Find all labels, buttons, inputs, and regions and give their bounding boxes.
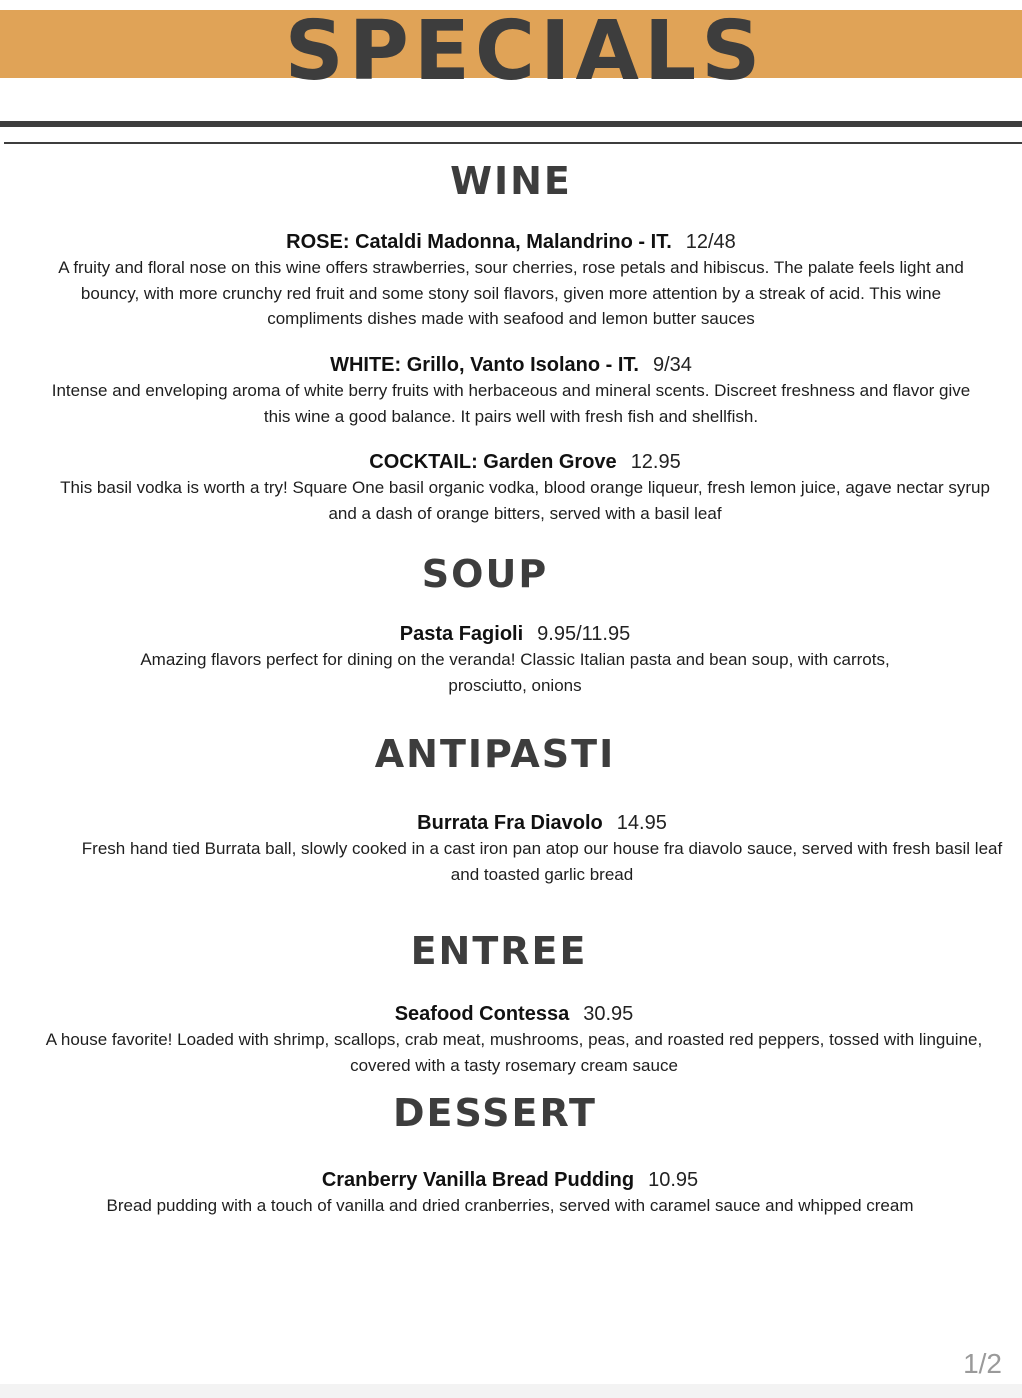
item-price: 12/48 <box>685 231 736 253</box>
item-description: A house favorite! Loaded with shrimp, scallops, crab meat, mushrooms, peas, and roasted red peppers, tossed with linguine, covered with a tasty rosemary cream sauce <box>45 1030 983 1075</box>
item-name: Pasta Fagioli <box>399 623 524 645</box>
divider-thin <box>4 142 1022 144</box>
section-heading-antipasti: ANTIPASTI <box>374 732 616 776</box>
section-heading-soup: SOUP <box>421 552 549 596</box>
item-description: Bread pudding with a touch of vanilla and dried cranberries, served with caramel sauce and whipped cream <box>106 1196 914 1215</box>
menu-item-white <box>40 352 982 429</box>
page-title: SPECIALS <box>284 4 766 99</box>
item-price: 12.95 <box>630 451 681 473</box>
item-header <box>40 229 982 255</box>
item-name: COCKTAIL: Garden Grove <box>369 451 617 473</box>
menu-item-cocktail <box>60 449 990 526</box>
section-heading-dessert: DESSERT <box>393 1091 597 1135</box>
item-header <box>40 352 982 378</box>
item-name: Burrata Fra Diavolo <box>417 812 603 834</box>
item-price: 9.95/11.95 <box>537 623 631 645</box>
item-price: 9/34 <box>652 354 692 376</box>
section-heading-entree: ENTREE <box>410 929 588 973</box>
item-header <box>40 1167 980 1193</box>
section-heading-wine: WINE <box>450 159 572 203</box>
item-description: Intense and enveloping aroma of white berry fruits with herbaceous and mineral scents. Discreet freshness and flavor give this wine a good balance. It pairs well with fresh fish and shellfish. <box>51 381 971 426</box>
item-name: Seafood Contessa <box>394 1003 570 1025</box>
item-header <box>70 810 1014 836</box>
item-header <box>100 621 930 647</box>
page-counter: 1/2 <box>963 1348 1002 1379</box>
menu-item-rose <box>40 229 982 332</box>
item-name: ROSE: Cataldi Madonna, Malandrino - IT. <box>286 231 672 253</box>
item-description: Amazing flavors perfect for dining on the veranda! Classic Italian pasta and bean soup, with carrots, prosciutto, onions <box>140 650 890 695</box>
item-name: WHITE: Grillo, Vanto Isolano - IT. <box>330 354 639 376</box>
viewer-bottom-bar <box>0 1384 1022 1398</box>
item-name: Cranberry Vanilla Bread Pudding <box>321 1169 635 1191</box>
menu-item-seafood-contessa <box>40 1001 988 1078</box>
item-header <box>40 1001 988 1027</box>
item-price: 10.95 <box>648 1169 699 1191</box>
menu-item-burrata <box>70 810 1014 887</box>
item-price: 14.95 <box>616 812 667 834</box>
divider-thick <box>0 121 1022 127</box>
item-header <box>60 449 990 475</box>
item-description: Fresh hand tied Burrata ball, slowly cooked in a cast iron pan atop our house fra diavolo sauce, served with fresh basil leaf and toasted garlic bread <box>81 839 1003 884</box>
item-description: A fruity and floral nose on this wine offers strawberries, sour cherries, rose petals and hibiscus. The palate feels light and bouncy, with more crunchy red fruit and some stony soil flavors, given more attention by a streak of acid. This wine compliments dishes made with seafood and lemon butter sauces <box>58 258 964 328</box>
menu-item-bread-pudding <box>40 1167 980 1219</box>
item-description: This basil vodka is worth a try! Square One basil organic vodka, blood orange liqueur, fresh lemon juice, agave nectar syrup and a dash of orange bitters, served with a basil leaf <box>60 478 990 523</box>
menu-item-pasta-fagioli <box>100 621 930 698</box>
item-price: 30.95 <box>583 1003 634 1025</box>
